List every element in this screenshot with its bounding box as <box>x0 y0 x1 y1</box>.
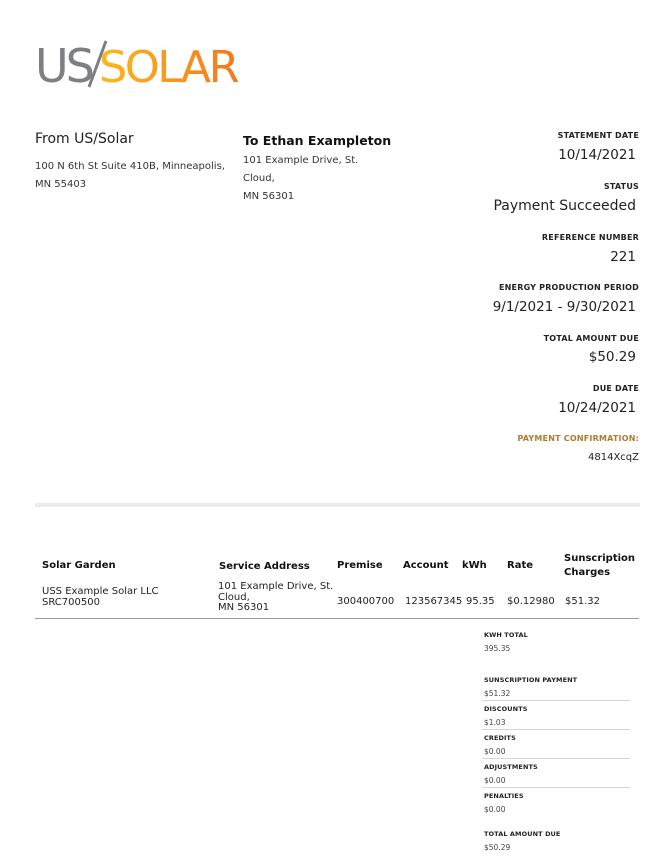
cell-service-address <box>218 582 333 614</box>
due-date-value: 10/24/2021 <box>558 400 636 416</box>
to-title: To Ethan Exampleton <box>243 133 392 148</box>
payment-confirmation-label: PAYMENT CONFIRMATION: <box>517 434 639 443</box>
logo-us-text: US <box>35 39 92 93</box>
from-address-line1: 100 N 6th St Suite 410B, Minneapolis, <box>35 161 225 172</box>
to-address-line2: MN 56301 <box>243 191 295 202</box>
totals-divider <box>482 758 630 759</box>
statement-date: 10/14/2021 <box>558 147 636 163</box>
col-header-premise: Premise <box>337 560 383 571</box>
table-bottom-rule <box>35 618 639 619</box>
statement-date-label: STATEMENT DATE <box>557 131 639 140</box>
due-date-label: DUE DATE <box>592 384 639 393</box>
col-header-service-address: Service Address <box>219 561 310 572</box>
credits-value: $0.00 <box>484 747 506 756</box>
section-divider <box>35 503 640 507</box>
totals-divider <box>482 729 630 730</box>
cell-solar-garden <box>42 587 159 608</box>
penalties-label: PENALTIES <box>484 792 524 800</box>
credits-label: CREDITS <box>484 734 516 742</box>
period-label: ENERGY PRODUCTION PERIOD <box>498 283 639 292</box>
adjustments-label: ADJUSTMENTS <box>484 763 538 771</box>
col-header-charges-line2: Charges <box>564 567 611 578</box>
cell-rate: $0.12980 <box>507 596 555 607</box>
col-header-solar-garden: Solar Garden <box>42 560 116 571</box>
discounts-value: $1.03 <box>484 718 506 727</box>
payment-confirmation-code: 4814XcqZ <box>588 452 639 463</box>
cell-solar-garden-name: USS Example Solar LLC <box>42 586 159 597</box>
from-address <box>35 158 235 194</box>
col-header-charges-line1: Sunscription <box>564 553 636 564</box>
penalties-value: $0.00 <box>484 805 506 814</box>
col-header-account: Account <box>403 560 449 571</box>
reference-label: REFERENCE NUMBER <box>541 233 639 242</box>
logo-solar-text: SOLAR <box>99 42 239 93</box>
status-label: STATUS <box>603 182 639 191</box>
discounts-label: DISCOUNTS <box>484 705 528 713</box>
col-header-charges <box>564 552 635 580</box>
cell-kwh: 95.35 <box>466 596 495 607</box>
total-amount-due-label: TOTAL AMOUNT DUE <box>484 830 561 838</box>
to-address <box>243 152 393 206</box>
adjustments-value: $0.00 <box>484 776 506 785</box>
sunscription-payment-value: $51.32 <box>484 689 511 698</box>
production-period: 9/1/2021 - 9/30/2021 <box>492 299 636 315</box>
totals-divider <box>482 700 630 701</box>
to-address-line1: 101 Example Drive, St. Cloud, <box>243 155 359 184</box>
status-value: Payment Succeeded <box>493 198 636 214</box>
from-address-line2: MN 55403 <box>35 179 87 190</box>
sunscription-payment-label: SUNSCRIPTION PAYMENT <box>484 676 578 684</box>
from-title: From US/Solar <box>35 131 134 147</box>
cell-service-address-line3: MN 56301 <box>218 602 270 613</box>
col-header-kwh: kWh <box>462 560 487 571</box>
cell-service-address-line1: 101 Example Drive, St. <box>218 581 334 592</box>
cell-charges: $51.32 <box>565 596 600 607</box>
total-due-value: $50.29 <box>588 349 636 365</box>
reference-number: 221 <box>610 249 636 265</box>
cell-premise: 300400700 <box>337 596 395 607</box>
total-amount-due-value: $50.29 <box>484 843 511 852</box>
col-header-rate: Rate <box>507 560 534 571</box>
kwh-total-value: 395.35 <box>484 644 511 653</box>
cell-solar-garden-id: SRC700500 <box>42 596 100 608</box>
total-due-label: TOTAL AMOUNT DUE <box>543 334 639 343</box>
totals-divider <box>482 787 630 788</box>
us-solar-logo <box>35 38 240 93</box>
cell-account: 123567345 <box>405 596 463 607</box>
kwh-total-label: KWH TOTAL <box>484 631 528 639</box>
cell-service-address-line2: Cloud, <box>218 591 250 603</box>
